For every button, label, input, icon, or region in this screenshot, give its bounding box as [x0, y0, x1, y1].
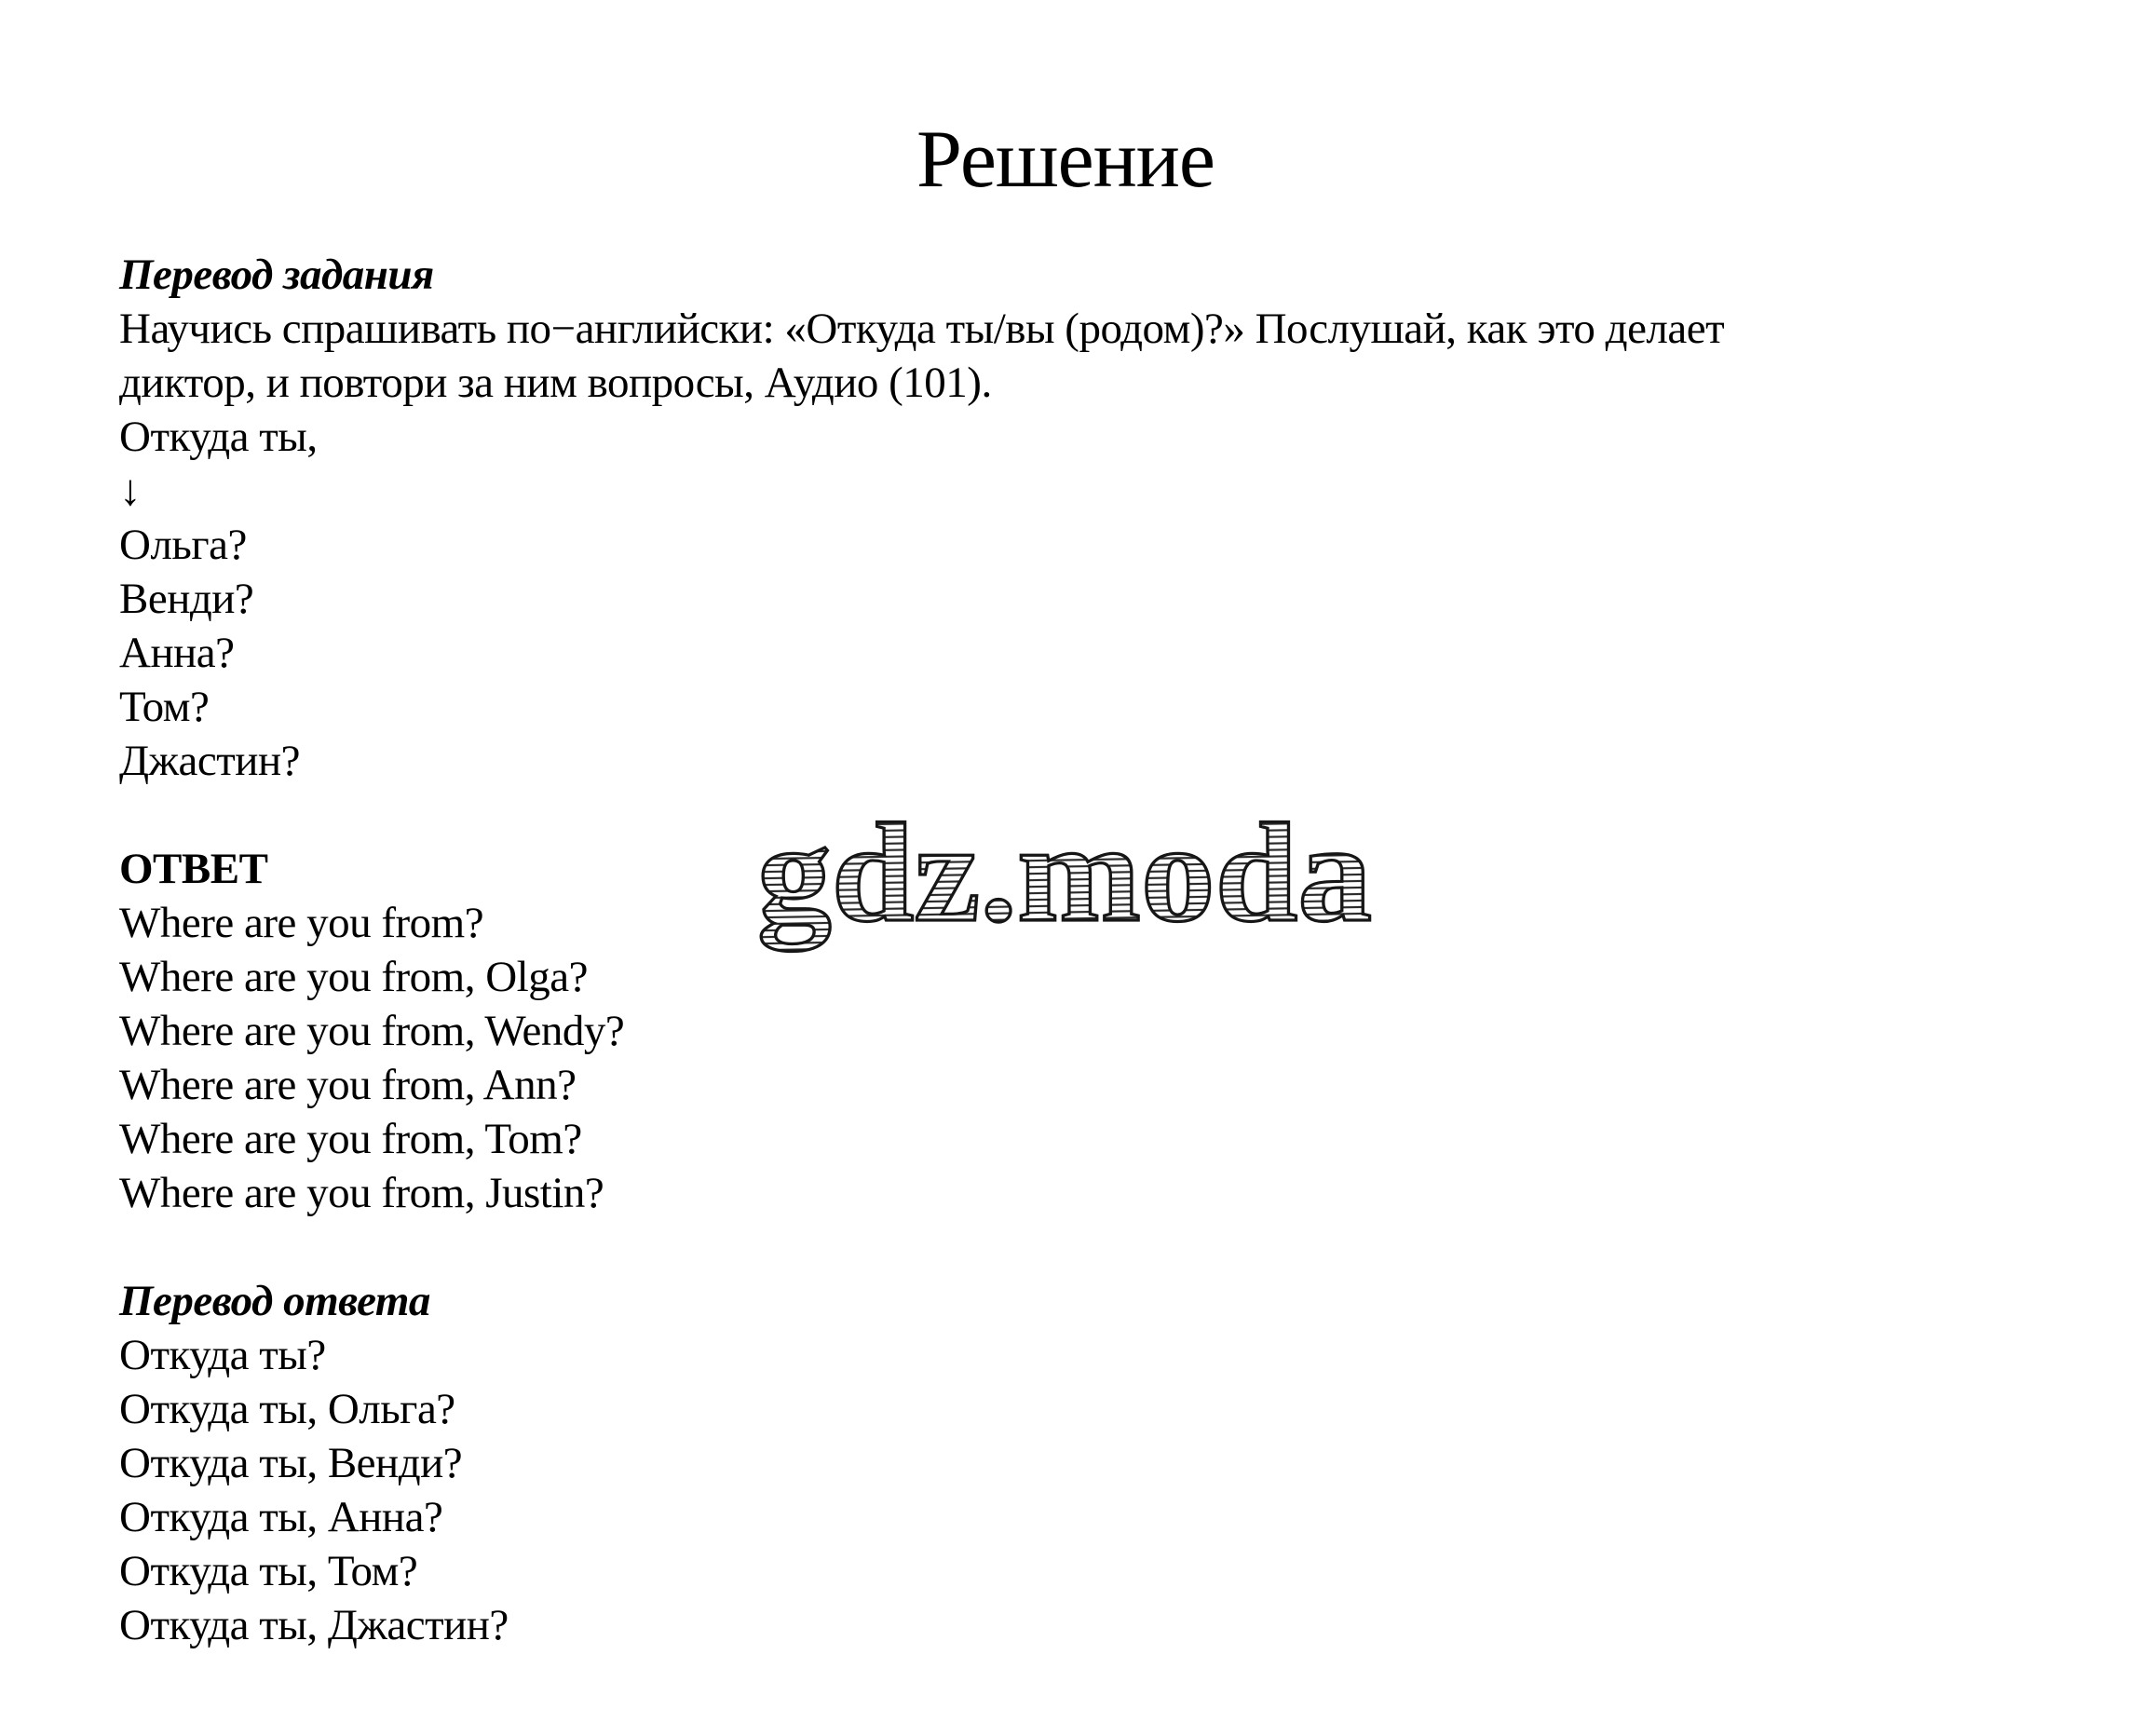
task-text-line: Научись спрашивать по−английски: «Откуда ты/вы (родом)?» Послушай, как это делает [119, 305, 1725, 353]
translation-line: Откуда ты? [119, 1331, 326, 1379]
task-name-line: Ольга? [119, 521, 247, 569]
translation-line: Откуда ты, Ольга? [119, 1385, 455, 1433]
answer-line: Where are you from, Ann? [119, 1061, 577, 1109]
page-title: Решение [916, 115, 1215, 205]
task-name-line: Венди? [119, 575, 254, 623]
task-text-line: Откуда ты, [119, 413, 318, 461]
task-text-line: диктор, и повтори за ним вопросы, Аудио (101). [119, 359, 992, 407]
task-name-line: Том? [119, 683, 210, 731]
answer-line: Where are you from, Wendy? [119, 1007, 625, 1055]
translation-line: Откуда ты, Джастин? [119, 1601, 509, 1649]
answer-line: Where are you from, Olga? [119, 953, 588, 1001]
blank-line [119, 788, 2038, 842]
answer-translation-heading: Перевод ответа [119, 1277, 430, 1325]
translation-line: Откуда ты, Анна? [119, 1493, 443, 1541]
blank-line [119, 1220, 2038, 1274]
task-translation-heading: Перевод задания [119, 251, 434, 299]
solution-content [119, 248, 2038, 1652]
translation-line: Откуда ты, Венди? [119, 1439, 463, 1487]
translation-line: Откуда ты, Том? [119, 1547, 418, 1595]
task-name-line: Джастин? [119, 737, 300, 785]
answer-line: Where are you from, Tom? [119, 1115, 582, 1163]
task-name-line: Анна? [119, 629, 235, 677]
answer-line: Where are you from? [119, 899, 484, 947]
watermark-text: gdz.moda [757, 797, 1344, 951]
answer-line: Where are you from, Justin? [119, 1169, 604, 1217]
answer-heading: ОТВЕТ [119, 845, 268, 893]
down-arrow-icon: ↓ [119, 467, 141, 515]
